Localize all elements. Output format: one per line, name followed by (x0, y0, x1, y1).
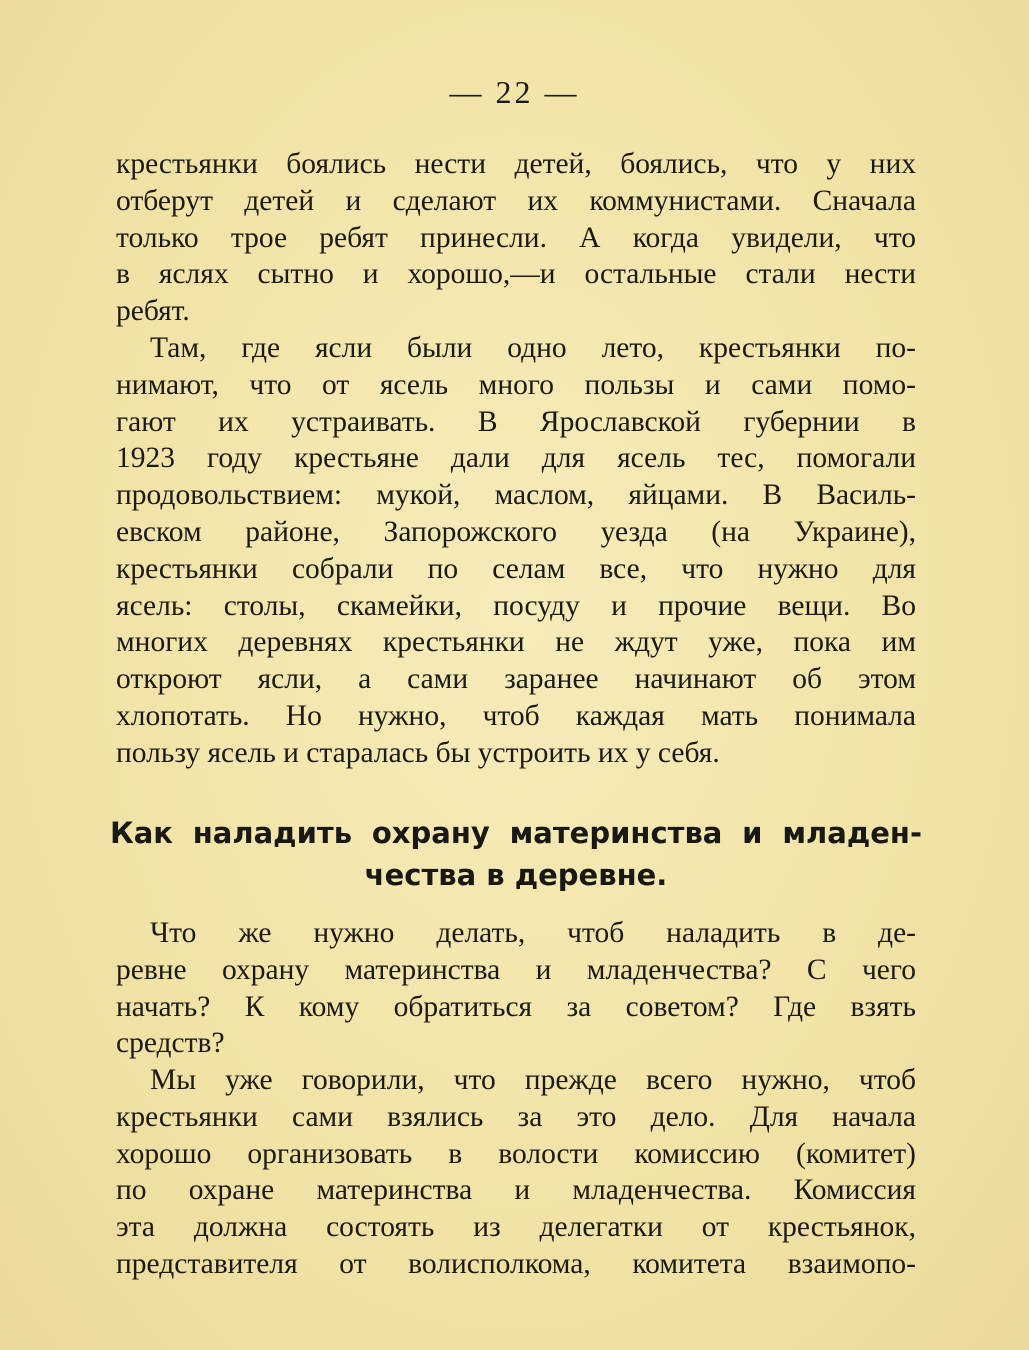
paragraph-1 (116, 146, 916, 330)
text-line: средств? (116, 1027, 225, 1060)
heading-line: Как наладить охрану материнства и младен- (110, 816, 922, 850)
text-line: хлопотать. Но нужно, чтоб каждая мать понимала (116, 699, 916, 732)
text-line: нимают, что от ясель много пользы и сами помо- (116, 368, 916, 401)
text-line: 1923 году крестьяне дали для ясель тес, помогали (116, 442, 916, 475)
text-line: Мы уже говорили, что прежде всего нужно, чтоб (150, 1064, 916, 1096)
text-line: многих деревнях крестьянки не ждут уже, пока им (116, 626, 916, 659)
text-line: пользу ясель и старалась бы устроить их у себя. (116, 736, 720, 769)
text-line: ревне охрану материнства и младенчества? С чего (116, 953, 916, 986)
text-line: представителя от волисполкома, комитета взаимопо- (116, 1247, 916, 1280)
text-line: в яслях сытно и хорошо,—и остальные стали нести (116, 258, 916, 291)
text-line: гают их устраивать. В Ярославской губернии в (116, 405, 916, 438)
text-line: начать? К кому обратиться за советом? Где взять (116, 990, 916, 1023)
text-line: отберут детей и сделают их коммунистами. Сначала (116, 184, 916, 217)
text-line: по охране материнства и младенчества. Комиссия (116, 1174, 916, 1207)
text-line: эта должна состоять из делегатки от крестьянок, (116, 1211, 916, 1244)
text-line: крестьянки собрали по селам все, что нужно для (116, 552, 916, 585)
text-line: продовольствием: мукой, маслом, яйцами. В Василь- (116, 479, 916, 512)
text-line: евском районе, Запорожского уезда (на Украине), (116, 515, 916, 548)
paragraph-4 (116, 1062, 916, 1283)
text-line: откроют ясли, а сами заранее начинают об этом (116, 663, 916, 696)
text-line: крестьянки боялись нести детей, боялись, что у них (116, 148, 916, 180)
text-line: ребят. (116, 295, 190, 328)
text-line: хорошо организовать в волости комиссию (комитет) (116, 1137, 916, 1170)
text-line: ясель: столы, скамейки, посуду и прочие вещи. Во (116, 589, 916, 622)
text-line: крестьянки сами взялись за это дело. Для начала (116, 1100, 916, 1133)
page-number: — 22 — (449, 74, 580, 110)
section-heading (110, 812, 922, 896)
text-line: Там, где ясли были одно лето, крестьянки по- (150, 332, 916, 364)
text-line: только трое ребят принесли. А когда увидели, что (116, 221, 916, 254)
heading-line: чества в деревне. (364, 858, 668, 892)
paragraph-3 (116, 915, 916, 1062)
text-line: Что же нужно делать, чтоб наладить в де- (150, 917, 916, 949)
paragraph-2 (116, 330, 916, 772)
